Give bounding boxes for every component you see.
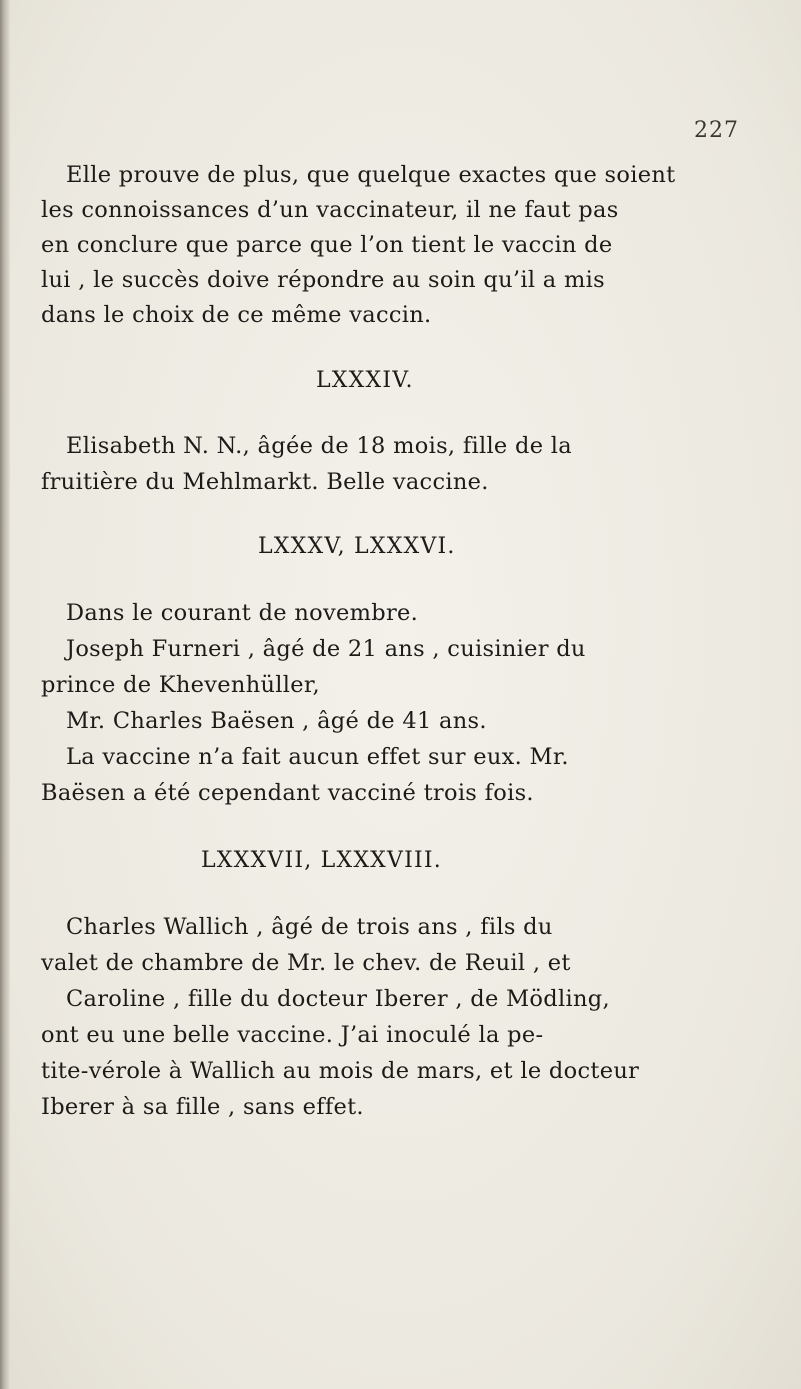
paragraph-4-line-6: Iberer à sa fille , sans effet. — [41, 1094, 364, 1120]
paragraph-4-line-5: tite-vérole à Wallich au mois de mars, et le docteur — [41, 1058, 640, 1084]
paragraph-3-line-6: Baësen a été cependant vacciné trois fois. — [41, 780, 534, 806]
paragraph-3-line-5: La vaccine n’a fait aucun effet sur eux. Mr. — [66, 744, 569, 770]
section-heading-lxxxv-lxxxvi: LXXXV, LXXXVI. — [258, 534, 456, 559]
paragraph-1-line-4: lui , le succès doive répondre au soin qu’il a mis — [41, 267, 605, 293]
paragraph-4-line-2: valet de chambre de Mr. le chev. de Reuil , et — [41, 950, 571, 976]
paragraph-2-line-1: Elisabeth N. N., âgée de 18 mois, fille de la — [66, 433, 572, 459]
paragraph-1-line-5: dans le choix de ce même vaccin. — [41, 302, 432, 328]
paragraph-4-line-3: Caroline , fille du docteur Iberer , de Mödling, — [66, 986, 610, 1012]
section-heading-lxxxiv: LXXXIV. — [316, 368, 414, 393]
paragraph-1-line-1: Elle prouve de plus, que quelque exactes que soient — [66, 162, 676, 188]
paragraph-3-line-3: prince de Khevenhüller, — [41, 672, 320, 698]
paragraph-3-line-1: Dans le courant de novembre. — [66, 600, 419, 626]
paragraph-3-line-2: Joseph Furneri , âgé de 21 ans , cuisinier du — [66, 636, 586, 662]
page-binding-edge — [0, 0, 10, 1389]
page-number: 227 — [694, 118, 739, 143]
paragraph-1-line-3: en conclure que parce que l’on tient le vaccin de — [41, 232, 613, 258]
section-heading-lxxxvii-lxxxviii: LXXXVII, LXXXVIII. — [201, 848, 442, 873]
paragraph-2-line-2: fruitière du Mehlmarkt. Belle vaccine. — [41, 469, 489, 495]
paragraph-4-line-1: Charles Wallich , âgé de trois ans , fils du — [66, 914, 553, 940]
paragraph-4-line-4: ont eu une belle vaccine. J’ai inoculé la pe- — [41, 1022, 544, 1048]
paragraph-3-line-4: Mr. Charles Baësen , âgé de 41 ans. — [66, 708, 487, 734]
paragraph-1-line-2: les connoissances d’un vaccinateur, il ne faut pas — [41, 197, 619, 223]
